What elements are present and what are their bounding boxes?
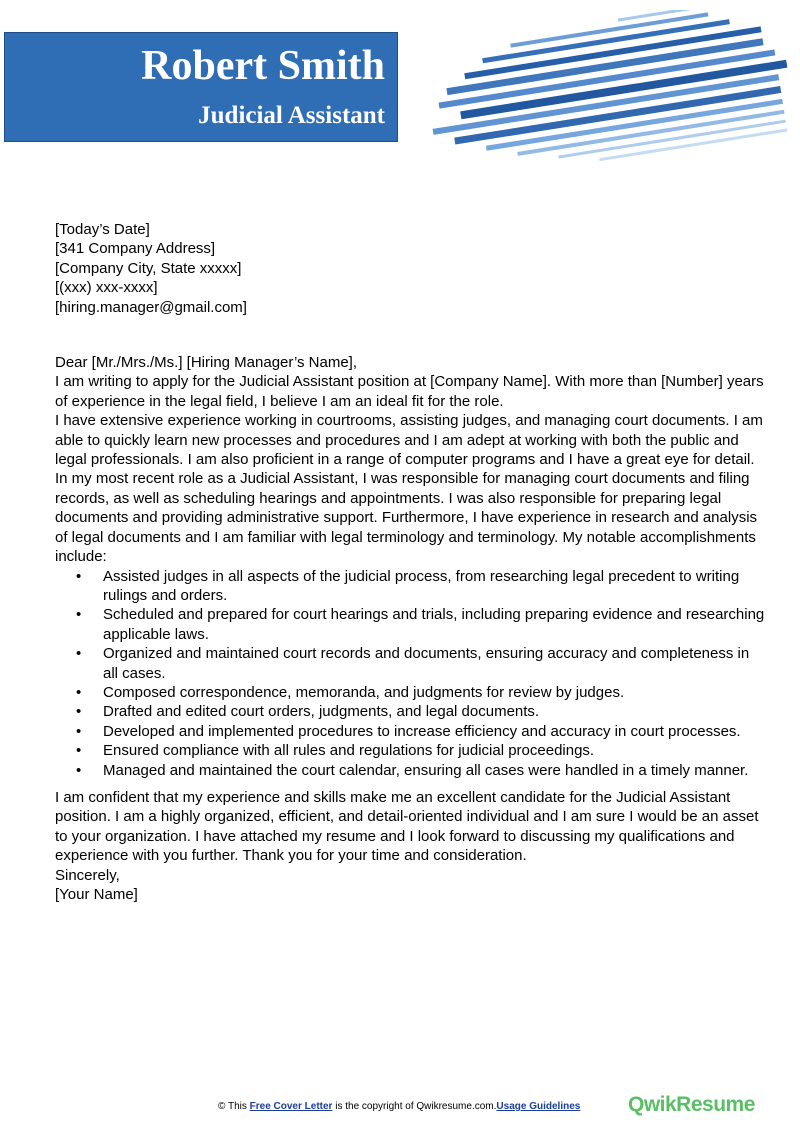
recent-role-paragraph: In my most recent role as a Judicial Assistant, I was responsible for managing court documents and filing records, as well as scheduling hearings and appointments. I was also responsible for preparing legal documents and providing administrative support. Furthermore, I have experience in research and analysis of legal documents and I am familiar with legal terminology and terminology. My notable accomplishments include: (55, 470, 758, 566)
qwikresume-logo: QwikResume (628, 1093, 755, 1116)
copyright-notice (218, 1101, 580, 1113)
address-line: [hiring.manager@gmail.com] (55, 298, 247, 316)
closing-paragraph: I am confident that my experience and skills make me an excellent candidate for the Judicial Assistant position. I am a highly organized, efficient, and detail-oriented individual and I am sure I would be an asset to your organization. I have attached my resume and I look forward to discussing my qualifications and experience with you further. Thank you for your time and consideration. (55, 788, 759, 865)
letter-date: [Today’s Date] (55, 221, 150, 238)
copyright-middle: is the copyright of Qwikresume.com. (332, 1101, 497, 1112)
usage-guidelines-link[interactable]: Usage Guidelines (496, 1101, 581, 1112)
free-cover-letter-link[interactable]: Free Cover Letter (249, 1101, 333, 1112)
list-item: • Ensured compliance with all rules and regulations for judicial proceedings. (103, 741, 765, 760)
address-line: [Company City, State xxxxx] (55, 259, 242, 277)
experience-paragraph: I have extensive experience working in courtrooms, assisting judges, and managing court documents. I am able to quickly learn new processes and procedures and I am adept at working with both the public and legal professionals. I am also proficient in a range of computer programs and I have a great eye for detail. (55, 412, 763, 469)
job-title: Judicial Assistant (198, 102, 385, 129)
salutation: Dear [Mr./Mrs./Ms.] [Hiring Manager’s Name], (55, 354, 358, 372)
header-banner (4, 32, 398, 142)
list-item: • Scheduled and prepared for court hearings and trials, including preparing evidence and researching applicable laws. (103, 605, 765, 644)
address-line: [341 Company Address] (55, 240, 216, 258)
list-item: • Organized and maintained court records and documents, ensuring accuracy and completeness in all cases. (103, 644, 765, 683)
intro-paragraph: I am writing to apply for the Judicial Assistant position at [Company Name]. With more than [Number] years of experience in the legal field, I believe I am an ideal fit for the role. (55, 373, 764, 410)
recipient-address (55, 239, 765, 317)
list-item: • Developed and implemented procedures to increase efficiency and accuracy in court processes. (103, 722, 765, 741)
copyright-prefix: © This (218, 1101, 250, 1112)
list-item: • Composed correspondence, memoranda, and judgments for review by judges. (103, 683, 765, 702)
applicant-name: Robert Smith (141, 43, 385, 89)
signature: [Your Name] (55, 886, 138, 903)
address-line: [(xxx) xxx-xxxx] (55, 279, 158, 297)
list-item: • Assisted judges in all aspects of the judicial process, from researching legal precedent to writing rulings and orders. (103, 567, 765, 606)
accomplishments-list (55, 567, 765, 780)
list-item: • Drafted and edited court orders, judgments, and legal documents. (103, 702, 765, 721)
list-item: • Managed and maintained the court calendar, ensuring all cases were handled in a timely manner. (103, 761, 765, 780)
sign-off: Sincerely, (55, 866, 120, 884)
letter-body (55, 220, 765, 904)
decorative-stripes (430, 10, 800, 185)
